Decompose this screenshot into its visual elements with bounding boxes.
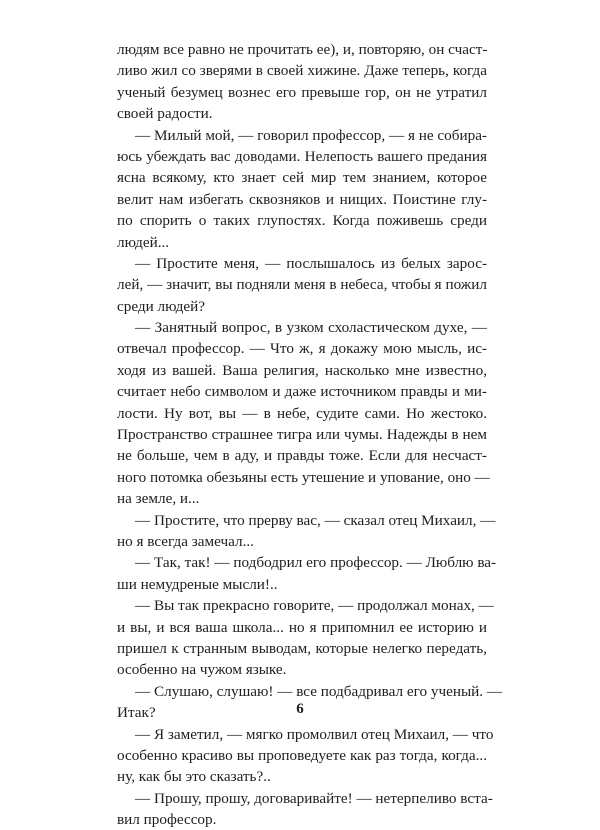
text-line: ливо жил со зверями в своей хижине. Даже теперь, когда	[117, 62, 487, 80]
text-line: не больше, чем в аду, и правды тоже. Если для несчаст-	[117, 447, 487, 465]
text-line: — Простите меня, — послышалось из белых зарос-	[135, 254, 487, 272]
text-line: ну, как бы это сказать?..	[117, 768, 271, 786]
text-line: лости. Ну вот, вы — в небе, судите сами. Но жестоко.	[117, 404, 487, 422]
text-line: по спорить о таких глупостях. Когда поживешь среди	[117, 212, 487, 230]
text-line: ходя из вашей. Ваша религия, насколько мне известно,	[117, 361, 487, 379]
text-line: — Прошу, прошу, договаривайте! — нетерпеливо вста-	[135, 789, 493, 807]
text-line: — Вы так прекрасно говорите, — продолжал монах, —	[135, 597, 494, 615]
text-line: — Слушаю, слушаю! — все подбадривал его ученый. —	[135, 682, 503, 700]
text-line: — Занятный вопрос, в узком схоластическом духе, —	[135, 319, 487, 337]
text-line: — Простите, что прерву вас, — сказал отец Михаил, —	[135, 511, 496, 529]
text-line: лей, — значит, вы подняли меня в небеса, чтобы я пожил	[117, 276, 487, 294]
text-line: ши немудреные мысли!..	[117, 575, 278, 593]
text-line: — Так, так! — подбодрил его профессор. — Люблю ва-	[135, 554, 497, 572]
text-line: Пространство страшнее тигра или чумы. Надежды в нем	[117, 426, 487, 444]
text-line: особенно красиво вы проповедуете как раз тогда, когда...	[117, 746, 487, 764]
text-line: — Милый мой, — говорил профессор, — я не собира-	[135, 126, 487, 144]
text-line: людям все равно не прочитать ее), и, повторяю, он счаст-	[117, 41, 488, 58]
text-line: пришел к странным выводам, которые нелегко передать,	[117, 639, 487, 657]
text-line: отвечал профессор. — Что ж, я докажу мою мысль, ис-	[117, 340, 487, 358]
text-line: среди людей?	[117, 297, 206, 315]
text-line: Итак?	[117, 704, 156, 722]
text-line: людей...	[117, 233, 170, 251]
page-number: 6	[296, 701, 304, 717]
text-line: на земле, и...	[117, 490, 200, 508]
text-line: ученый безумец вознес его превыше гор, он не утратил	[117, 83, 487, 101]
text-line: особенно на чужом языке.	[117, 661, 287, 679]
text-line: — Я заметил, — мягко промолвил отец Михаил, — что	[135, 725, 494, 743]
text-line: велит нам избегать сквозняков и нищих. Поистине глу-	[117, 190, 487, 208]
text-line: своей радости.	[117, 105, 213, 123]
text-line: но я всегда замечал...	[117, 532, 254, 550]
text-line: ясна всякому, кто знает сей мир тем знанием, которое	[117, 169, 487, 187]
text-line: юсь убеждать вас доводами. Нелепость вашего предания	[117, 147, 487, 165]
text-line: считает небо символом и даже источником правды и ми-	[117, 383, 487, 401]
text-line: вил профессор.	[117, 811, 217, 829]
text-line: и вы, и вся ваша школа... но я припомнил ее историю и	[117, 618, 487, 636]
text-line: ного потомка обезьяны есть утешение и упование, оно —	[117, 468, 490, 486]
